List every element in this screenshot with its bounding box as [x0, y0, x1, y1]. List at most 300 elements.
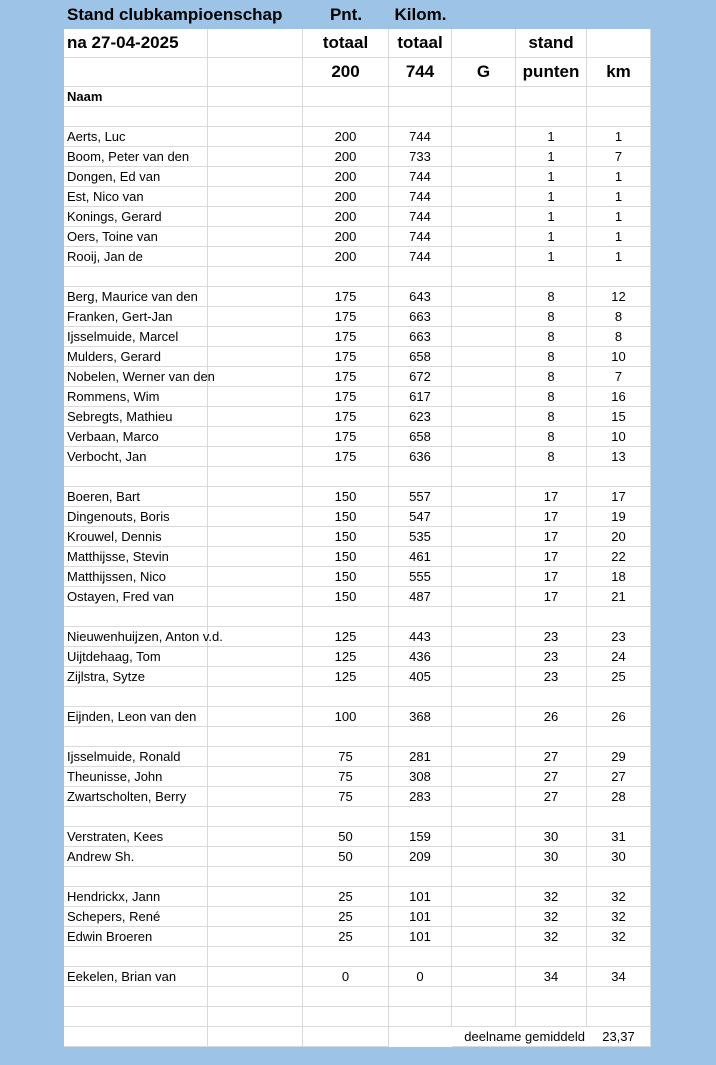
empty-cell: [208, 127, 303, 147]
points-total: 50: [303, 847, 389, 867]
rank-km: [587, 727, 651, 747]
km-total: [389, 807, 452, 827]
g-cell: [452, 147, 516, 167]
empty-cell: [208, 707, 303, 727]
km-total: 733: [389, 147, 452, 167]
empty-cell: [208, 787, 303, 807]
g-cell: [452, 967, 516, 987]
rank-km: 7: [587, 367, 651, 387]
km-total: 557: [389, 487, 452, 507]
player-name: Aerts, Luc: [64, 127, 208, 147]
g-cell: [452, 367, 516, 387]
km-total: 663: [389, 327, 452, 347]
km-total: 744: [389, 167, 452, 187]
km-total: [389, 1007, 452, 1027]
player-name: Nieuwenhuijzen, Anton v.d.: [64, 627, 208, 647]
rank-points: 30: [516, 847, 587, 867]
player-name: Eekelen, Brian van: [64, 967, 208, 987]
rank-points: 27: [516, 787, 587, 807]
table-row: [64, 767, 651, 787]
header-km: km: [587, 58, 651, 87]
km-total: 547: [389, 507, 452, 527]
km-total: 744: [389, 187, 452, 207]
table-body: [64, 107, 651, 1027]
header-empty: [587, 29, 651, 58]
empty-row: [64, 727, 651, 747]
empty-cell: [208, 507, 303, 527]
rank-km: 18: [587, 567, 651, 587]
rank-km: 1: [587, 207, 651, 227]
g-cell: [452, 1007, 516, 1027]
g-cell: [452, 987, 516, 1007]
spreadsheet: [64, 0, 651, 1047]
header-punten: punten: [516, 58, 587, 87]
km-total: 101: [389, 927, 452, 947]
rank-points: 1: [516, 207, 587, 227]
table-row: [64, 447, 651, 467]
points-total: 200: [303, 207, 389, 227]
table-row: [64, 427, 651, 447]
player-name: Zwartscholten, Berry: [64, 787, 208, 807]
rank-points: 32: [516, 927, 587, 947]
player-name: Verbaan, Marco: [64, 427, 208, 447]
player-name: Berg, Maurice van den: [64, 287, 208, 307]
header-totaal-km: totaal: [389, 29, 452, 58]
rank-points: 34: [516, 967, 587, 987]
km-total: 461: [389, 547, 452, 567]
g-cell: [452, 247, 516, 267]
empty-cell: [208, 147, 303, 167]
rank-km: [587, 1007, 651, 1027]
points-total: 25: [303, 907, 389, 927]
footer-row: [64, 1027, 651, 1047]
g-cell: [452, 387, 516, 407]
rank-points: 17: [516, 547, 587, 567]
player-name: Dingenouts, Boris: [64, 507, 208, 527]
header-row-date: [64, 29, 651, 58]
rank-points: 8: [516, 367, 587, 387]
km-total: 555: [389, 567, 452, 587]
table-row: [64, 547, 651, 567]
player-name: Krouwel, Dennis: [64, 527, 208, 547]
player-name: [64, 867, 208, 887]
points-total: 75: [303, 747, 389, 767]
rank-km: 16: [587, 387, 651, 407]
g-cell: [452, 447, 516, 467]
header-pnt: Pnt.: [329, 4, 363, 24]
empty-cell: [208, 547, 303, 567]
g-cell: [452, 507, 516, 527]
empty-cell: [208, 727, 303, 747]
rank-km: 13: [587, 447, 651, 467]
km-total: 283: [389, 787, 452, 807]
empty-cell: [208, 807, 303, 827]
header-empty: [208, 29, 303, 58]
header-empty: [208, 58, 303, 87]
points-total: 200: [303, 187, 389, 207]
g-cell: [452, 107, 516, 127]
rank-km: 27: [587, 767, 651, 787]
player-name: Est, Nico van: [64, 187, 208, 207]
rank-points: 32: [516, 887, 587, 907]
rank-km: 20: [587, 527, 651, 547]
empty-cell: [208, 427, 303, 447]
km-total: 405: [389, 667, 452, 687]
table-row: [64, 347, 651, 367]
points-total: [303, 687, 389, 707]
table-row: [64, 367, 651, 387]
empty-row: [64, 467, 651, 487]
table-row: [64, 827, 651, 847]
player-name: [64, 987, 208, 1007]
player-name: Uijtdehaag, Tom: [64, 647, 208, 667]
rank-points: 8: [516, 387, 587, 407]
player-name: Ostayen, Fred van: [64, 587, 208, 607]
header-row-title: [64, 0, 651, 29]
empty-cell: [208, 867, 303, 887]
empty-row: [64, 607, 651, 627]
rank-points: 1: [516, 167, 587, 187]
points-total: 175: [303, 307, 389, 327]
empty-cell: [208, 467, 303, 487]
naam-header-row: [64, 87, 651, 107]
rank-points: 1: [516, 227, 587, 247]
player-name: [64, 687, 208, 707]
points-total: 175: [303, 427, 389, 447]
empty-cell: [208, 367, 303, 387]
rank-km: 28: [587, 787, 651, 807]
points-total: 0: [303, 967, 389, 987]
rank-points: 8: [516, 447, 587, 467]
empty-cell: [208, 287, 303, 307]
header-kilom: Kilom.: [394, 4, 447, 24]
player-name: Matthijsse, Stevin: [64, 547, 208, 567]
empty-cell: [208, 107, 303, 127]
points-total: [303, 987, 389, 1007]
player-name: Andrew Sh.: [64, 847, 208, 867]
rank-km: 1: [587, 247, 651, 267]
km-total: [389, 107, 452, 127]
g-cell: [452, 787, 516, 807]
empty-cell: [208, 447, 303, 467]
rank-points: 17: [516, 487, 587, 507]
rank-points: [516, 1007, 587, 1027]
rank-points: 8: [516, 407, 587, 427]
g-cell: [452, 567, 516, 587]
rank-km: 24: [587, 647, 651, 667]
km-total: [389, 467, 452, 487]
empty-cell: [208, 407, 303, 427]
rank-points: 8: [516, 347, 587, 367]
rank-points: 8: [516, 287, 587, 307]
empty-cell: [208, 267, 303, 287]
rank-points: [516, 727, 587, 747]
km-total: 535: [389, 527, 452, 547]
points-total: [303, 727, 389, 747]
rank-km: [587, 107, 651, 127]
player-name: Matthijssen, Nico: [64, 567, 208, 587]
rank-points: 32: [516, 907, 587, 927]
player-name: Franken, Gert-Jan: [64, 307, 208, 327]
g-cell: [452, 707, 516, 727]
empty-cell: [208, 1007, 303, 1027]
rank-points: 17: [516, 567, 587, 587]
player-name: [64, 1007, 208, 1027]
rank-points: [516, 987, 587, 1007]
km-total: 0: [389, 967, 452, 987]
rank-points: 17: [516, 527, 587, 547]
empty-cell: [208, 307, 303, 327]
rank-km: [587, 467, 651, 487]
km-total: 658: [389, 427, 452, 447]
points-total: 25: [303, 927, 389, 947]
empty-cell: [208, 327, 303, 347]
empty-cell: [516, 87, 587, 107]
g-cell: [452, 527, 516, 547]
table-row: [64, 627, 651, 647]
points-total: [303, 107, 389, 127]
g-cell: [452, 867, 516, 887]
g-cell: [452, 487, 516, 507]
km-total: 663: [389, 307, 452, 327]
empty-cell: [64, 1027, 208, 1047]
empty-cell: [208, 967, 303, 987]
date-label: na 27-04-2025: [64, 29, 208, 58]
empty-cell: [208, 487, 303, 507]
rank-points: 1: [516, 127, 587, 147]
empty-cell: [208, 207, 303, 227]
empty-cell: [208, 687, 303, 707]
player-name: Verbocht, Jan: [64, 447, 208, 467]
rank-km: 25: [587, 667, 651, 687]
player-name: Ijsselmuide, Marcel: [64, 327, 208, 347]
empty-cell: [208, 387, 303, 407]
g-cell: [452, 227, 516, 247]
g-cell: [452, 727, 516, 747]
player-name: Boom, Peter van den: [64, 147, 208, 167]
km-total: 658: [389, 347, 452, 367]
g-cell: [452, 287, 516, 307]
rank-points: 27: [516, 747, 587, 767]
points-total: 175: [303, 407, 389, 427]
km-total: [389, 987, 452, 1007]
table-row: [64, 787, 651, 807]
table-row: [64, 487, 651, 507]
g-cell: [452, 827, 516, 847]
table-row: [64, 147, 651, 167]
points-total: [303, 867, 389, 887]
player-name: Oers, Toine van: [64, 227, 208, 247]
empty-row: [64, 267, 651, 287]
player-name: Verstraten, Kees: [64, 827, 208, 847]
rank-km: 12: [587, 287, 651, 307]
empty-cell: [303, 1027, 389, 1047]
km-total: 744: [389, 227, 452, 247]
rank-km: [587, 867, 651, 887]
km-total: 308: [389, 767, 452, 787]
g-cell: [452, 547, 516, 567]
points-total: [303, 607, 389, 627]
g-cell: [452, 167, 516, 187]
km-total: 744: [389, 127, 452, 147]
km-total: 101: [389, 887, 452, 907]
rank-km: 19: [587, 507, 651, 527]
rank-points: 17: [516, 587, 587, 607]
player-name: Konings, Gerard: [64, 207, 208, 227]
player-name: [64, 947, 208, 967]
rank-km: [587, 807, 651, 827]
header-g: G: [452, 58, 516, 87]
rank-points: 1: [516, 187, 587, 207]
rank-km: 7: [587, 147, 651, 167]
points-total: 150: [303, 547, 389, 567]
g-cell: [452, 807, 516, 827]
rank-km: 31: [587, 827, 651, 847]
empty-cell: [208, 827, 303, 847]
rank-km: 15: [587, 407, 651, 427]
g-cell: [452, 667, 516, 687]
points-total: 25: [303, 887, 389, 907]
rank-points: [516, 947, 587, 967]
points-total: 175: [303, 447, 389, 467]
standings-table: [64, 87, 651, 1047]
km-total: [389, 607, 452, 627]
rank-km: 21: [587, 587, 651, 607]
rank-km: 10: [587, 427, 651, 447]
rank-points: 23: [516, 667, 587, 687]
player-name: [64, 467, 208, 487]
empty-row: [64, 1007, 651, 1027]
empty-row: [64, 867, 651, 887]
g-cell: [452, 127, 516, 147]
points-total: 150: [303, 487, 389, 507]
empty-cell: [208, 247, 303, 267]
empty-cell: [208, 567, 303, 587]
points-total: 100: [303, 707, 389, 727]
table-row: [64, 587, 651, 607]
km-total: 636: [389, 447, 452, 467]
points-total: 200: [303, 227, 389, 247]
g-cell: [452, 187, 516, 207]
table-row: [64, 667, 651, 687]
rank-points: [516, 267, 587, 287]
km-total: 281: [389, 747, 452, 767]
player-name: Dongen, Ed van: [64, 167, 208, 187]
rank-km: 1: [587, 127, 651, 147]
rank-points: [516, 687, 587, 707]
points-total: 175: [303, 367, 389, 387]
rank-km: [587, 687, 651, 707]
player-name: [64, 107, 208, 127]
points-total: 50: [303, 827, 389, 847]
points-total: 125: [303, 647, 389, 667]
g-cell: [452, 587, 516, 607]
player-name: [64, 607, 208, 627]
points-total: 200: [303, 147, 389, 167]
points-total: 175: [303, 327, 389, 347]
rank-km: 22: [587, 547, 651, 567]
table-row: [64, 287, 651, 307]
average-participation-value: 23,37: [587, 1027, 651, 1047]
empty-cell: [208, 927, 303, 947]
empty-cell: [208, 747, 303, 767]
empty-row: [64, 107, 651, 127]
points-total: [303, 1007, 389, 1027]
points-total: 150: [303, 507, 389, 527]
header-row-units: [64, 58, 651, 87]
points-total: 200: [303, 127, 389, 147]
empty-cell: [208, 347, 303, 367]
rank-km: [587, 987, 651, 1007]
g-cell: [452, 307, 516, 327]
table-row: [64, 387, 651, 407]
empty-cell: [208, 847, 303, 867]
g-cell: [452, 327, 516, 347]
player-name: Zijlstra, Sytze: [64, 667, 208, 687]
g-cell: [452, 687, 516, 707]
g-cell: [452, 747, 516, 767]
g-cell: [452, 267, 516, 287]
km-total: [389, 867, 452, 887]
table-row: [64, 907, 651, 927]
empty-cell: [208, 227, 303, 247]
table-row: [64, 207, 651, 227]
points-total: 125: [303, 667, 389, 687]
player-name: Eijnden, Leon van den: [64, 707, 208, 727]
km-total: 643: [389, 287, 452, 307]
rank-km: 1: [587, 187, 651, 207]
g-cell: [452, 207, 516, 227]
rank-points: 8: [516, 327, 587, 347]
table-row: [64, 647, 651, 667]
empty-row: [64, 807, 651, 827]
table-row: [64, 527, 651, 547]
rank-km: 8: [587, 327, 651, 347]
player-name: Edwin Broeren: [64, 927, 208, 947]
rank-points: 23: [516, 627, 587, 647]
points-total: 175: [303, 287, 389, 307]
empty-cell: [208, 1027, 303, 1047]
rank-points: 17: [516, 507, 587, 527]
rank-km: [587, 267, 651, 287]
table-row: [64, 567, 651, 587]
g-cell: [452, 407, 516, 427]
points-total: 150: [303, 567, 389, 587]
km-total: [389, 947, 452, 967]
km-total: 617: [389, 387, 452, 407]
g-cell: [452, 607, 516, 627]
g-cell: [452, 467, 516, 487]
table-row: [64, 707, 651, 727]
points-total: [303, 947, 389, 967]
table-row: [64, 247, 651, 267]
km-total: [389, 687, 452, 707]
km-total: 209: [389, 847, 452, 867]
points-total: [303, 467, 389, 487]
player-name: [64, 807, 208, 827]
player-name: [64, 267, 208, 287]
empty-cell: [208, 767, 303, 787]
table-row: [64, 227, 651, 247]
empty-cell: [452, 87, 516, 107]
km-total: 744: [389, 247, 452, 267]
empty-cell: [208, 587, 303, 607]
g-cell: [452, 947, 516, 967]
max-points: 200: [303, 58, 389, 87]
rank-points: 1: [516, 147, 587, 167]
rank-points: [516, 807, 587, 827]
rank-km: 34: [587, 967, 651, 987]
